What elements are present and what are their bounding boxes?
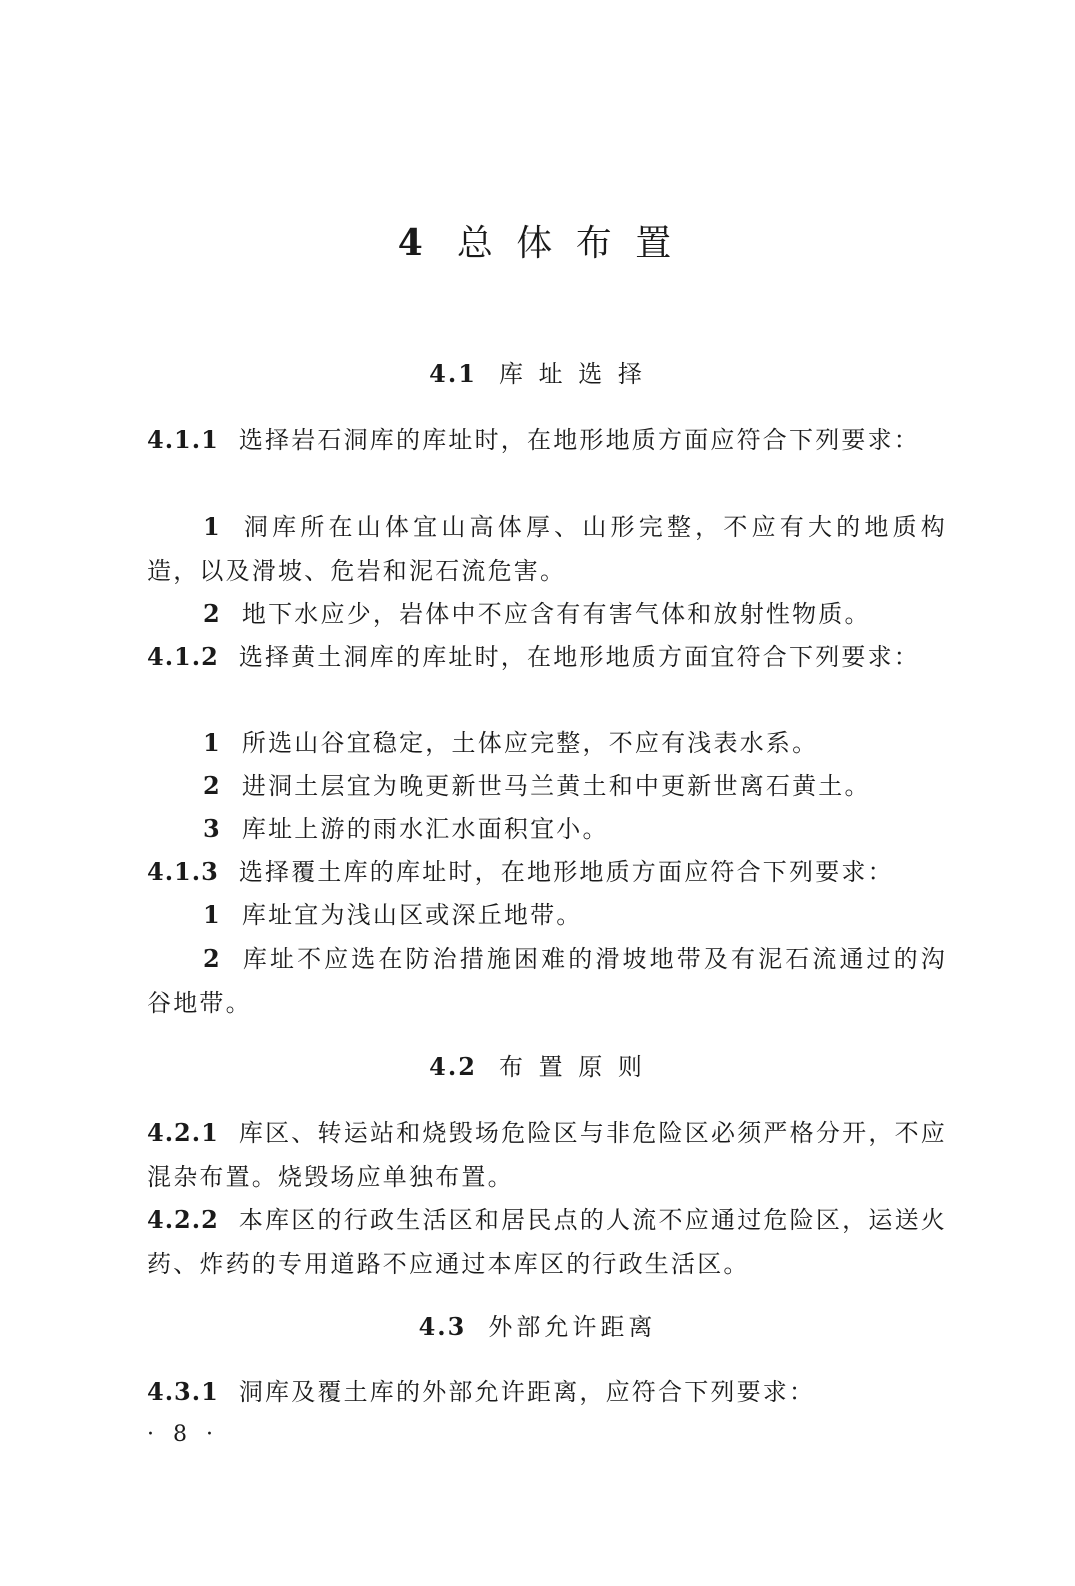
clause-4-1-3-item-1 xyxy=(147,893,947,937)
item-number: 2 xyxy=(203,599,222,628)
clause-4-3-1 xyxy=(147,1370,947,1414)
clause-number: 4.2.1 xyxy=(147,1118,219,1147)
page-number: · 8 · xyxy=(147,1422,219,1447)
item-number: 2 xyxy=(203,944,222,973)
clause-number: 4.1.1 xyxy=(147,425,219,454)
item-number: 1 xyxy=(203,900,222,929)
clause-4-1-1-item-1 xyxy=(147,505,947,593)
item-number: 1 xyxy=(203,512,222,541)
clause-text: 选择黄土洞库的库址时，在地形地质方面宜符合下列要求： xyxy=(238,643,921,671)
clause-number: 4.2.2 xyxy=(147,1205,219,1234)
section-heading-4-2 xyxy=(0,1050,1075,1084)
clause-4-1-3-item-2 xyxy=(147,937,947,1025)
clause-number: 4.3.1 xyxy=(147,1377,219,1406)
item-text: 库址上游的雨水汇水面积宜小。 xyxy=(241,815,609,843)
item-text: 所选山谷宜稳定，土体应完整，不应有浅表水系。 xyxy=(241,729,819,757)
section-heading-4-1 xyxy=(0,357,1075,391)
item-text: 洞库所在山体宜山高体厚、山形完整，不应有大的地质构造，以及滑坡、危岩和泥石流危害。 xyxy=(147,513,947,585)
clause-4-1-1-item-2 xyxy=(147,592,947,636)
item-number: 1 xyxy=(203,728,222,757)
section-number: 4.1 xyxy=(429,359,477,388)
section-title: 外部允许距离 xyxy=(488,1313,657,1341)
section-title: 布 置 原 则 xyxy=(498,1053,646,1081)
clause-number: 4.1.2 xyxy=(147,642,219,671)
chapter-title-text: 总 体 布 置 xyxy=(456,223,678,264)
chapter-number: 4 xyxy=(397,222,429,264)
clause-text: 选择覆土库的库址时，在地形地质方面应符合下列要求： xyxy=(238,858,894,886)
section-title: 库 址 选 择 xyxy=(498,360,646,388)
clause-4-2-1 xyxy=(147,1111,947,1199)
section-number: 4.2 xyxy=(429,1052,477,1081)
chapter-title xyxy=(0,218,1075,269)
clause-4-1-2-item-1 xyxy=(147,721,947,765)
clause-text: 洞库及覆土库的外部允许距离，应符合下列要求： xyxy=(238,1378,816,1406)
clause-number: 4.1.3 xyxy=(147,857,219,886)
clause-4-1-2-item-2 xyxy=(147,764,947,808)
item-number: 2 xyxy=(203,771,222,800)
clause-text: 本库区的行政生活区和居民点的人流不应通过危险区，运送火药、炸药的专用道路不应通过本库区的行政生活区。 xyxy=(147,1206,947,1278)
section-heading-4-3 xyxy=(0,1310,1075,1344)
item-text: 库址不应选在防治措施困难的滑坡地带及有泥石流通过的沟谷地带。 xyxy=(147,945,947,1017)
clause-text: 库区、转运站和烧毁场危险区与非危险区必须严格分开，不应混杂布置。烧毁场应单独布置。 xyxy=(147,1119,947,1191)
clause-4-1-3 xyxy=(147,850,947,894)
item-text: 库址宜为浅山区或深丘地带。 xyxy=(241,901,583,929)
item-text: 进洞土层宜为晚更新世马兰黄土和中更新世离石黄土。 xyxy=(241,772,871,800)
clause-4-1-2 xyxy=(147,635,947,679)
item-text: 地下水应少，岩体中不应含有有害气体和放射性物质。 xyxy=(241,600,871,628)
clause-text: 选择岩石洞库的库址时，在地形地质方面应符合下列要求： xyxy=(238,426,921,454)
clause-4-1-2-item-3 xyxy=(147,807,947,851)
clause-4-1-1 xyxy=(147,418,947,462)
item-number: 3 xyxy=(203,814,222,843)
clause-4-2-2 xyxy=(147,1198,947,1286)
section-number: 4.3 xyxy=(418,1312,467,1341)
